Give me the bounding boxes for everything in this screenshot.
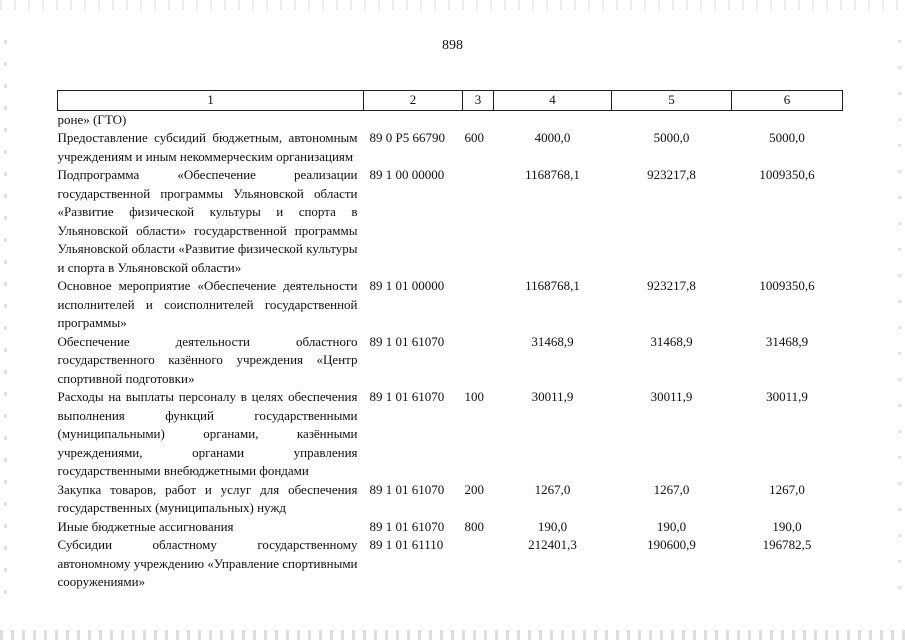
row-value-3: 5000,0 [769,130,805,145]
row-value-1: 190,0 [537,518,568,534]
row-value-3: 1009350,6 [759,167,815,182]
row-vr [463,536,494,592]
header-col-name: 1 [58,91,364,111]
page-number: 898 [442,38,463,53]
row-name: роне» (ГТО) [57,111,127,127]
table-header [58,91,843,111]
row-code: 89 1 01 61070 [369,518,445,534]
row-code: 89 1 01 61070 [369,333,445,349]
row-value-3: 1267,0 [769,481,805,497]
row-code: 89 1 01 61070 [369,481,445,497]
row-code [364,110,463,129]
budget-table [57,90,843,592]
row-vr: 200 [464,481,484,497]
header-col-code: 2 [364,91,463,111]
row-value-2: 31468,9 [650,333,693,349]
row-value-3: 190,0 [772,518,802,534]
scan-edge-top [0,0,905,10]
row-vr [463,277,494,333]
row-value-2: 190,0 [656,518,687,534]
row-name: Основное мероприятие «Обеспечение деятельности исполнителей и соисполнителей государственной программы» [57,278,358,330]
row-code: 89 1 01 00000 [369,278,445,293]
row-value-1: 1168768,1 [525,167,580,182]
header-col-vr: 3 [463,91,494,111]
row-value-1: 1168768,1 [525,278,580,293]
row-vr: 100 [464,389,484,404]
row-vr [463,110,494,129]
scan-edge-right [898,40,901,600]
table-row [58,110,843,129]
table-row [58,481,843,518]
row-value-1: 31468,9 [531,333,574,349]
row-value-1: 212401,3 [528,537,577,552]
row-value-3: 1009350,6 [759,278,815,293]
row-name: Подпрограмма «Обеспечение реализации государственной программы Ульяновской области «Развитие физической культуры и спорта в Ульяновской области» государственной программы Ульяновской области «Развитие физической культуры и спорта в Ульяновской области» [57,167,358,275]
row-value-2: 30011,9 [650,389,693,404]
row-vr: 600 [464,130,484,145]
row-value-2: 923217,8 [647,167,696,182]
row-vr: 800 [464,518,484,534]
row-code: 89 1 01 61110 [369,537,444,552]
row-name: Закупка товаров, работ и услуг для обеспечения государственных (муниципальных) нужд [57,481,358,515]
header-col-year3: 6 [732,91,843,111]
header-col-year2: 5 [612,91,732,111]
table-row [58,333,843,389]
row-code: 89 0 P5 66790 [369,130,445,145]
row-value-2: 1267,0 [653,481,690,497]
row-value-3: 30011,9 [766,389,808,404]
scan-edge-bottom [0,630,905,640]
row-name: Предоставление субсидий бюджетным, автономным учреждениям и иным некоммерческим организациям [57,130,358,164]
table-body [58,110,843,592]
row-code: 89 1 01 61070 [369,389,445,404]
table-row [58,277,843,333]
row-value-2: 5000,0 [653,130,690,145]
row-code: 89 1 00 00000 [369,167,445,182]
table-row [58,536,843,592]
table-row [58,388,843,481]
scan-edge-left [4,40,7,600]
row-value-1: 4000,0 [534,130,571,145]
row-vr [463,166,494,277]
row-value-3: 196782,5 [762,537,812,552]
table-row [58,166,843,277]
row-name: Субсидии областному государственному автономному учреждению «Управление спортивными сооружениями» [57,537,358,589]
row-value-2: 923217,8 [647,278,696,293]
table-row [58,518,843,537]
row-value-3 [732,110,843,129]
row-name: Расходы на выплаты персоналу в целях обеспечения выполнения функций государственными (муниципальными) органами, казёнными учреждениями, органами управления государственными внебюджетными фондами [57,389,358,478]
header-col-year1: 4 [494,91,612,111]
row-value-1 [494,110,612,129]
row-name: Обеспечение деятельности областного государственного казённого учреждения «Центр спортивной подготовки» [57,333,358,386]
row-value-2: 190600,9 [647,537,696,552]
row-value-1: 30011,9 [531,389,574,404]
table-row [58,129,843,166]
row-value-1: 1267,0 [534,481,571,497]
header-row [58,91,843,111]
row-value-2 [612,110,732,129]
row-value-3: 31468,9 [765,333,809,349]
row-name: Иные бюджетные ассигнования [57,518,234,534]
row-vr [463,333,494,389]
